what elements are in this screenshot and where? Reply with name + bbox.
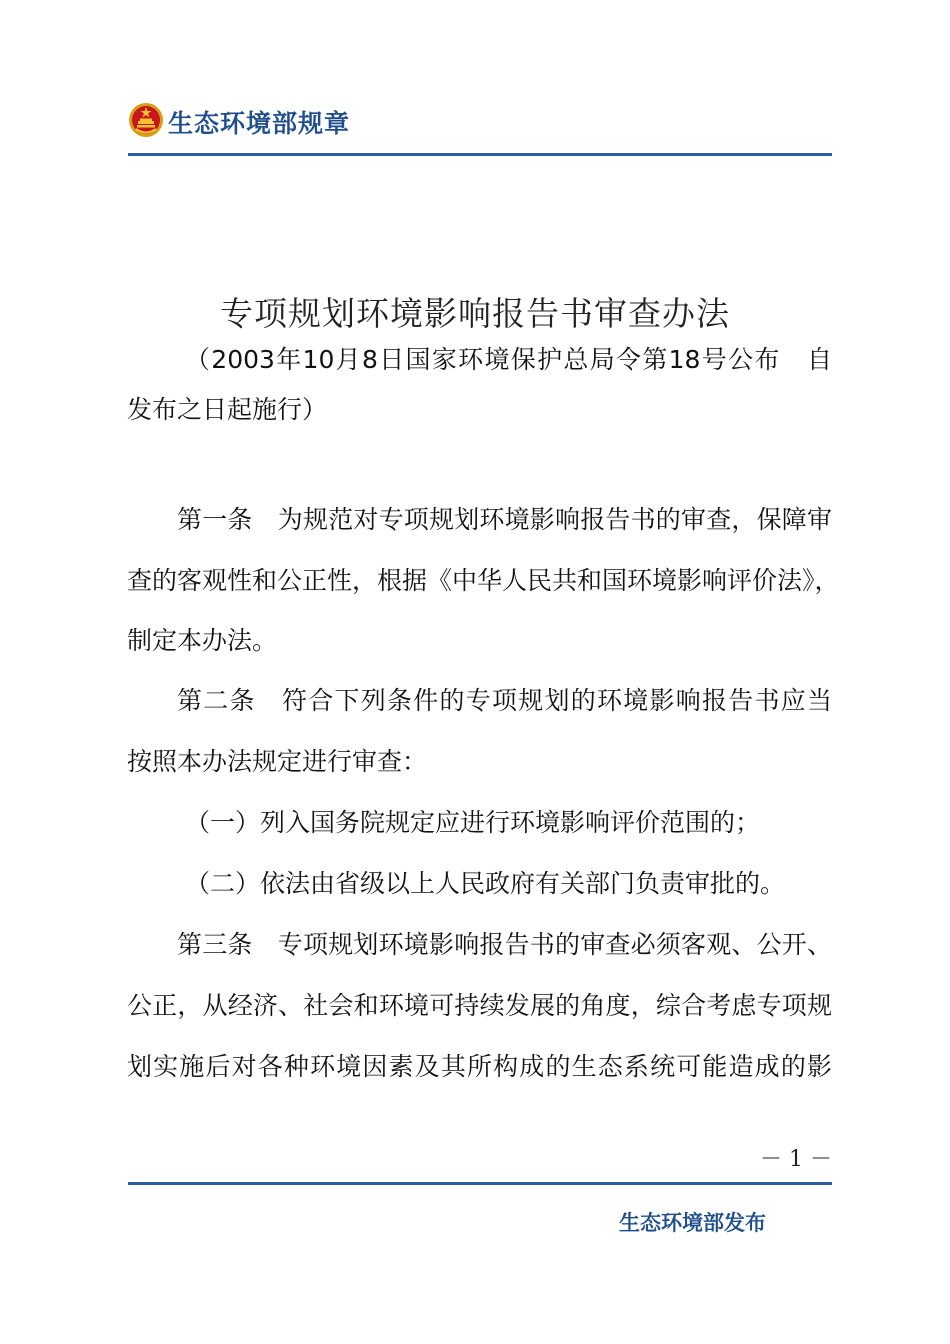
document-title: 专项规划环境影响报告书审查办法 [220,294,730,333]
body-line: 第三条 专项规划环境影响报告书的审查必须客观、公开、 [177,930,832,959]
national-emblem-icon [128,102,164,138]
body-line: 查的客观性和公正性，根据《中华人民共和国环境影响评价法》， [127,566,840,595]
body-line: 第二条 符合下列条件的专项规划的环境影响报告书应当 [177,686,832,715]
body-line: （二）依法由省级以上人民政府有关部门负责审批的。 [185,869,786,898]
footer-publisher: 生态环境部发布 [619,1211,766,1235]
body-line: 第一条 为规范对专项规划环境影响报告书的审查，保障审 [177,505,832,534]
page-number: － 1 － [760,1147,832,1172]
header-title: 生态环境部规章 [168,109,351,138]
footer-divider [128,1182,832,1185]
body-line: 按照本办法规定进行审查： [127,747,428,776]
body-line: （一）列入国务院规定应进行环境影响评价范围的； [185,808,761,837]
header-divider [128,153,832,156]
body-line: （2003年10月8日国家环境保护总局令第18号公布 自 [185,345,832,374]
body-line: 制定本办法。 [127,626,278,655]
body-line: 公正，从经济、社会和环境可持续发展的角度，综合考虑专项规 [127,991,832,1020]
body-line: 划实施后对各种环境因素及其所构成的生态系统可能造成的影 [127,1052,832,1081]
body-line: 发布之日起施行） [127,395,328,424]
